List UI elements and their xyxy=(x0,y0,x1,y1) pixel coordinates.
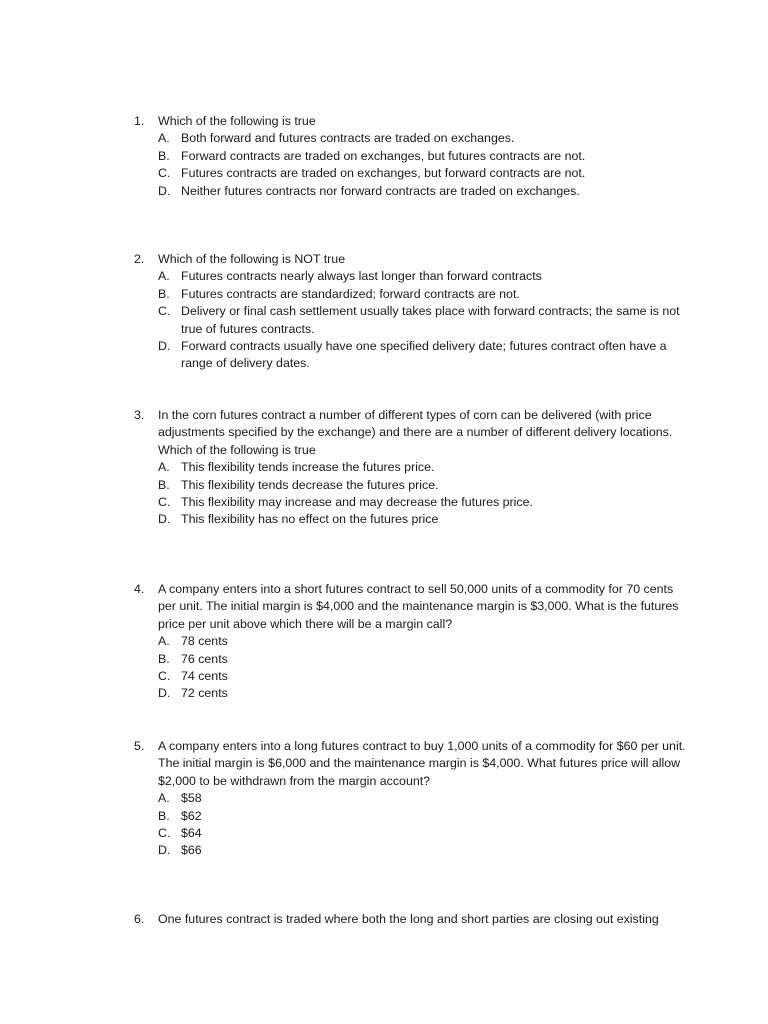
option-letter: A. xyxy=(158,791,170,806)
question-number: 3. xyxy=(134,408,145,422)
answer-option xyxy=(158,286,694,303)
answer-options xyxy=(134,459,694,529)
question-5 xyxy=(134,738,694,860)
option-letter: B. xyxy=(158,651,170,666)
answer-option xyxy=(158,183,694,200)
option-letter: D. xyxy=(158,339,171,354)
option-text: This flexibility has no effect on the futures price xyxy=(181,512,439,527)
answer-options xyxy=(134,790,694,860)
option-letter: B. xyxy=(158,286,170,301)
answer-option xyxy=(158,842,694,859)
option-letter: A. xyxy=(158,269,170,284)
answer-option xyxy=(158,668,694,685)
answer-option xyxy=(158,477,694,494)
question-number: 2. xyxy=(134,252,145,266)
option-letter: B. xyxy=(158,148,170,163)
option-text: $66 xyxy=(181,843,202,858)
answer-option xyxy=(158,268,694,285)
question-number: 1. xyxy=(134,114,145,128)
question-number: 5. xyxy=(134,739,145,753)
option-text: 78 cents xyxy=(181,634,228,649)
option-letter: C. xyxy=(158,669,171,684)
option-letter: A. xyxy=(158,460,170,475)
question-4 xyxy=(134,581,694,703)
option-letter: D. xyxy=(158,843,171,858)
answer-options xyxy=(134,268,694,372)
option-text: 74 cents xyxy=(181,669,228,684)
option-text: This flexibility may increase and may decrease the futures price. xyxy=(181,495,533,510)
option-text: Both forward and futures contracts are traded on exchanges. xyxy=(181,131,515,146)
question-6 xyxy=(134,911,694,928)
answer-option xyxy=(158,303,694,338)
option-text: 72 cents xyxy=(181,686,228,701)
answer-option xyxy=(158,808,694,825)
option-text: Futures contracts nearly always last longer than forward contracts xyxy=(181,269,542,284)
answer-option xyxy=(158,651,694,668)
option-letter: D. xyxy=(158,686,171,701)
answer-option xyxy=(158,685,694,702)
answer-option xyxy=(158,165,694,182)
option-text: $58 xyxy=(181,791,202,806)
option-text: Forward contracts usually have one specified delivery date; futures contract often have a range of delivery dates. xyxy=(181,339,667,371)
question-3 xyxy=(134,407,694,529)
option-text: 76 cents xyxy=(181,651,228,666)
option-letter: A. xyxy=(158,131,170,146)
answer-options xyxy=(134,633,694,703)
answer-option xyxy=(158,511,694,528)
answer-option xyxy=(158,130,694,147)
option-letter: D. xyxy=(158,512,171,527)
option-text: Futures contracts are traded on exchanges, but forward contracts are not. xyxy=(181,166,586,181)
option-text: Futures contracts are standardized; forward contracts are not. xyxy=(181,286,520,301)
answer-option xyxy=(158,148,694,165)
option-text: $62 xyxy=(181,808,202,823)
option-letter: C. xyxy=(158,826,171,841)
option-letter: D. xyxy=(158,183,171,198)
question-text: In the corn futures contract a number of different types of corn can be delivered (with price adjustments specified by the exchange) and there are a number of different delivery locations. Which of the following is true xyxy=(158,408,673,457)
answer-option xyxy=(158,825,694,842)
answer-option xyxy=(158,494,694,511)
question-1 xyxy=(134,113,694,200)
question-number: 6. xyxy=(134,912,145,926)
answer-option xyxy=(158,338,694,373)
answer-option xyxy=(158,633,694,650)
option-text: This flexibility tends decrease the futures price. xyxy=(181,477,439,492)
question-text: Which of the following is true xyxy=(158,114,316,128)
answer-option xyxy=(158,790,694,807)
option-letter: A. xyxy=(158,634,170,649)
answer-options xyxy=(134,130,694,200)
question-text: A company enters into a short futures contract to sell 50,000 units of a commodity for 70 cents per unit. The initial margin is $4,000 and the maintenance margin is $3,000. What is the futures price per unit above which there will be a margin call? xyxy=(158,582,679,631)
question-text: One futures contract is traded where both the long and short parties are closing out existing xyxy=(158,912,659,926)
question-number: 4. xyxy=(134,582,145,596)
option-text: This flexibility tends increase the futures price. xyxy=(181,460,435,475)
question-text: Which of the following is NOT true xyxy=(158,252,346,266)
answer-option xyxy=(158,459,694,476)
option-text: Forward contracts are traded on exchanges, but futures contracts are not. xyxy=(181,148,586,163)
option-letter: B. xyxy=(158,808,170,823)
option-letter: C. xyxy=(158,304,171,319)
option-text: Delivery or final cash settlement usually takes place with forward contracts; the same is not true of futures contracts. xyxy=(181,304,680,336)
option-letter: B. xyxy=(158,477,170,492)
question-text: A company enters into a long futures contract to buy 1,000 units of a commodity for $60 per unit. The initial margin is $6,000 and the maintenance margin is $4,000. What futures price will allow $2,000 to be withdrawn from the margin account? xyxy=(158,739,686,788)
option-letter: C. xyxy=(158,495,171,510)
option-letter: C. xyxy=(158,166,171,181)
option-text: Neither futures contracts nor forward contracts are traded on exchanges. xyxy=(181,183,580,198)
question-2 xyxy=(134,251,694,373)
option-text: $64 xyxy=(181,826,202,841)
